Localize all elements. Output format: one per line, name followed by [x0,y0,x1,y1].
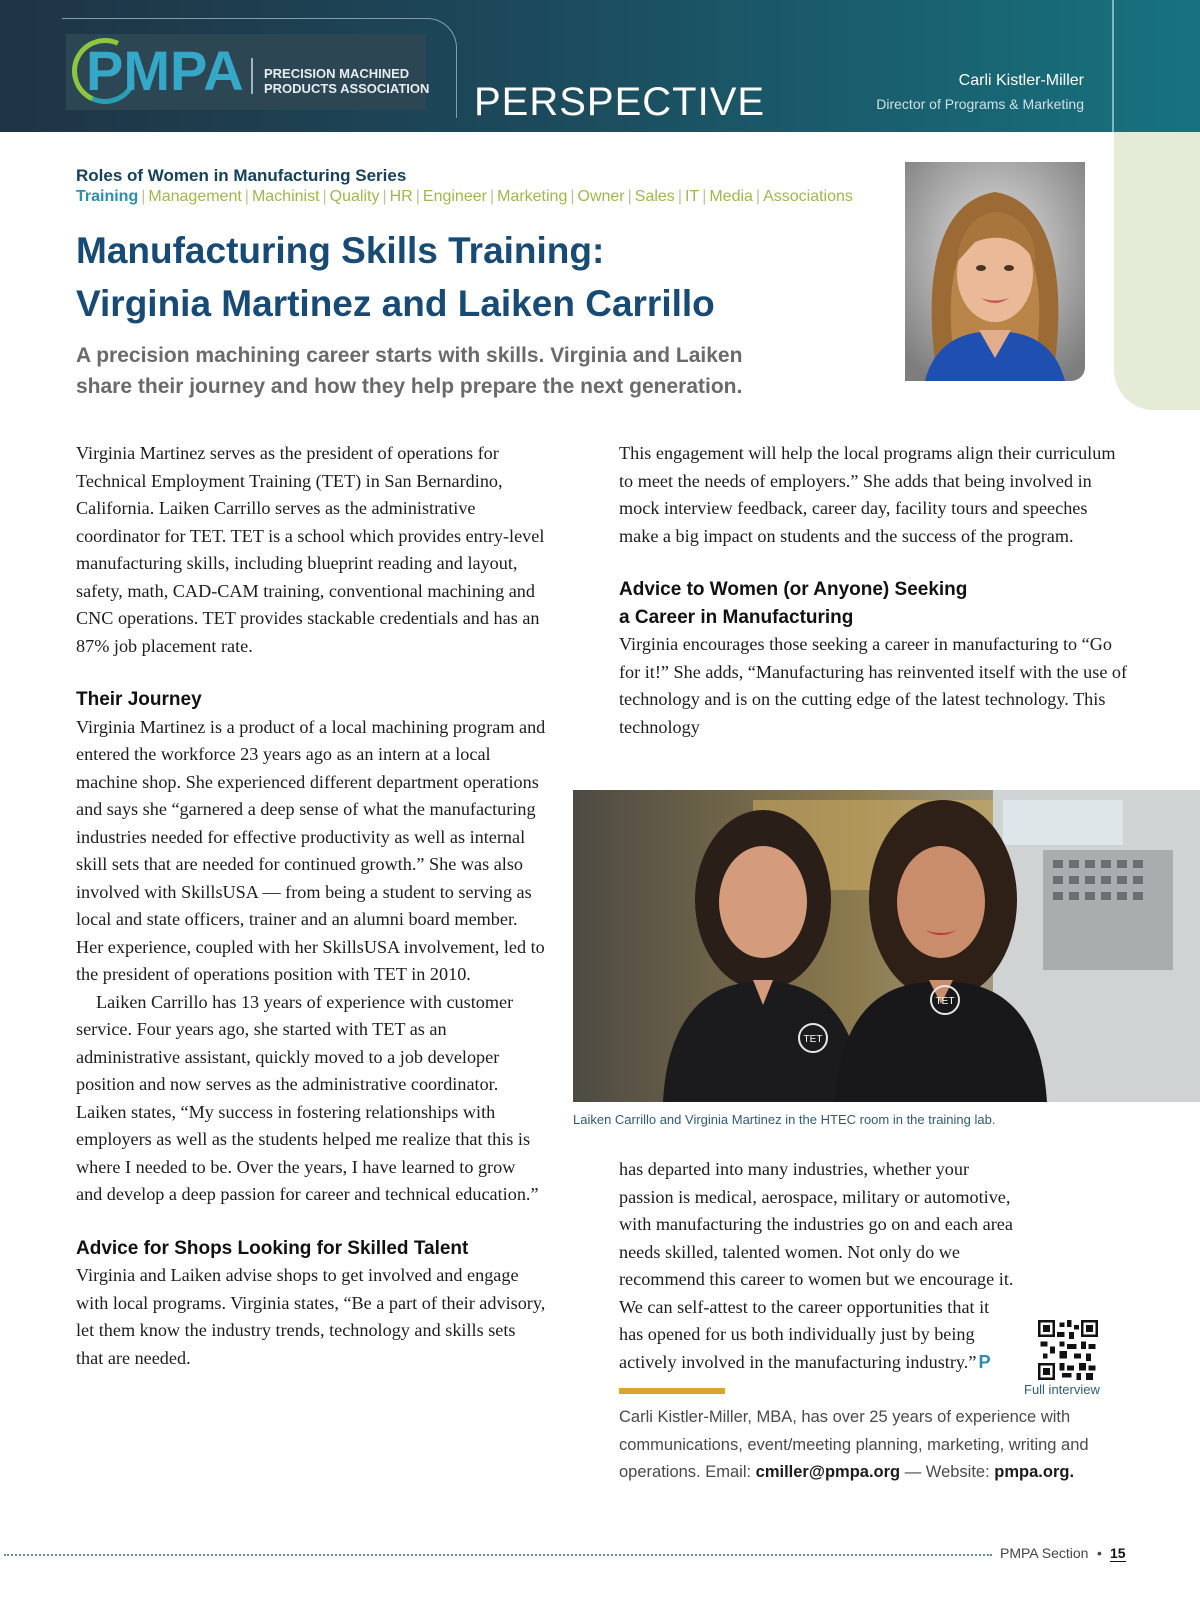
series-topic-it[interactable]: IT [684,188,700,205]
series-topic-training[interactable]: Training [76,188,139,205]
bio-email-link[interactable]: cmiller@pmpa.org [755,1463,901,1481]
decorative-side-panel [1114,132,1200,410]
series-topic-hr[interactable]: HR [389,188,413,205]
women-paragraph-1: Virginia encourages those seeking a career in manufacturing to “Go for it!” She adds, “Manufacturing has reinvented itself with the use of technology and is on the cutting edge of the latest technology. This technology [619,634,1128,737]
women-paragraph-2 [619,1156,1014,1376]
topic-separator: | [677,188,682,205]
page-number: 15 [1110,1545,1126,1561]
footer-bullet: • [1097,1545,1102,1561]
left-column [76,440,546,1372]
deck-line2: share their journey and how they help prepare the next generation. [76,375,743,398]
series-title: Roles of Women in Manufacturing Series [76,166,407,185]
photo-caption: Laiken Carrillo and Virginia Martinez in the HTEC room in the training lab. [573,1112,996,1127]
author-title: Director of Programs & Marketing [876,96,1084,112]
bio-divider [619,1388,725,1394]
intro-paragraph: Virginia Martinez serves as the president of operations for Technical Employment Training (TET) in San Bernardino, California. Laiken Carrillo serves as the administrative coordinator for TET. TET is a school which provides entry-level manufacturing skills, including blueprint reading and layout, safety, math, CAD-CAM training, conventional machining and CNC operations. TET provides stackable credentials and has an 87% job placement rate. [76,443,545,656]
shops-heading: Advice for Shops Looking for Skilled Talent [76,1237,469,1259]
series-topic-marketing[interactable]: Marketing [497,188,568,205]
author-portrait-image [905,162,1085,381]
series-topic-owner[interactable]: Owner [577,188,625,205]
footer-section-name: PMPA Section [1000,1545,1089,1561]
journey-heading: Their Journey [76,689,202,710]
series-topic-quality[interactable]: Quality [329,188,380,205]
training-lab-photo-image [573,790,1200,1102]
women-paragraph-2-main: has departed into many industries, whether your passion is medical, aerospace, military or automotive, with manufacturing the industries go on and each area needs skilled, talented women. Not only do we recommend this career to women but we encourage it. We can self-attest to the career opportunities that it has opened for us both individually just by being actively involved [619,1159,1014,1372]
topic-separator: | [570,188,575,205]
deck-line1: A precision machining career starts with skills. Virginia and Laiken [76,344,743,367]
shirt-logo-left: TET [803,1034,823,1045]
journey-paragraph-2: Laiken Carrillo has 13 years of experience with customer service. Four years ago, she started with TET as an administrative assistant, quickly moved to a job developer position and now serves as the administrative coordinator. Laiken states, “My success in fostering relationships with employers as well as the students helped me realize that this is where I needed to be. Over the years, I have learned to grow and develop a deep passion for career and technical education.” [76,991,539,1204]
journey-paragraph-1: Virginia Martinez is a product of a local machining program and entered the workforce 23 years ago as an intern at a local machine shop. She experienced different department operations and says she “garnered a deep sense of what the manufacturing industries needed for effective productivity as well as internal skill sets that are needed for continued growth.” She was also involved with SkillsUSA — from being a student to serving as local and state officers, trainer and an alumni board member. Her experience, coupled with her SkillsUSA involvement, led to the president of operations position with TET in 2010. [76,716,546,984]
topic-separator: | [702,188,707,205]
association-name [264,66,429,96]
topic-separator: | [755,188,761,205]
end-of-article-mark: P [978,1351,991,1372]
topic-separator: | [415,188,420,205]
headline-line2: Virginia Martinez and Laiken Carrillo [76,283,715,324]
women-heading [619,576,1129,631]
topic-separator: | [244,188,249,205]
article-headline [76,224,856,330]
topic-separator: | [627,188,632,205]
qr-code-label[interactable]: Full interview [1024,1382,1100,1397]
qr-code-icon[interactable] [1038,1320,1098,1380]
footer-dotted-rule [4,1554,992,1556]
section-title: PERSPECTIVE [474,80,766,124]
engagement-paragraph: This engagement will help the local programs align their curriculum to meet the needs of employers.” She adds that being involved in mock interview feedback, career day, facility tours and speeches make a big impact on students and the success of the program. [619,443,1116,546]
author-portrait [905,162,1085,381]
series-topic-management[interactable]: Management [148,188,242,205]
bio-text: Carli Kistler-Miller, MBA, has over 25 years of experience with communications, event/meeting planning, marketing, writing and operations. Email: [619,1408,1089,1481]
women-heading-line1: Advice to Women (or Anyone) Seeking [619,579,968,600]
series-topic-sales[interactable]: Sales [634,188,675,205]
right-column-top [619,440,1129,741]
topic-separator: | [141,188,146,205]
logo-separator [251,58,253,94]
author-bio [619,1404,1149,1487]
association-name-line1: PRECISION MACHINED [264,66,410,81]
article-deck [76,340,836,402]
header-divider [1112,0,1114,132]
topic-separator: | [382,188,387,205]
shirt-logo-right: TET [935,996,955,1007]
series-topic-media[interactable]: Media [709,188,753,205]
training-lab-photo [573,790,1200,1102]
topic-separator: | [489,188,495,205]
topic-separator: | [322,188,327,205]
association-name-line2: PRODUCTS ASSOCIATION [264,81,430,96]
shops-paragraph: Virginia and Laiken advise shops to get involved and engage with local programs. Virginia states, “Be a part of their advisory, let them know the industry trends, technology and skills sets that are needed. [76,1265,546,1368]
series-topic-engineer[interactable]: Engineer [422,188,487,205]
women-heading-line2: a Career in Manufacturing [619,606,854,628]
women-paragraph-2-end: in the manufacturing industry.” [749,1351,977,1372]
series-topic-associations[interactable]: Associations [763,188,853,205]
author-name: Carli Kistler-Miller [958,72,1084,89]
pmpa-logo: PMPA [86,39,244,102]
headline-line1: Manufacturing Skills Training: [76,230,605,271]
bio-website-label: — Website: [900,1463,995,1481]
series-topic-list [76,188,853,206]
series-topic-machinist[interactable]: Machinist [251,188,320,205]
bio-website-link[interactable]: pmpa.org. [994,1463,1075,1481]
